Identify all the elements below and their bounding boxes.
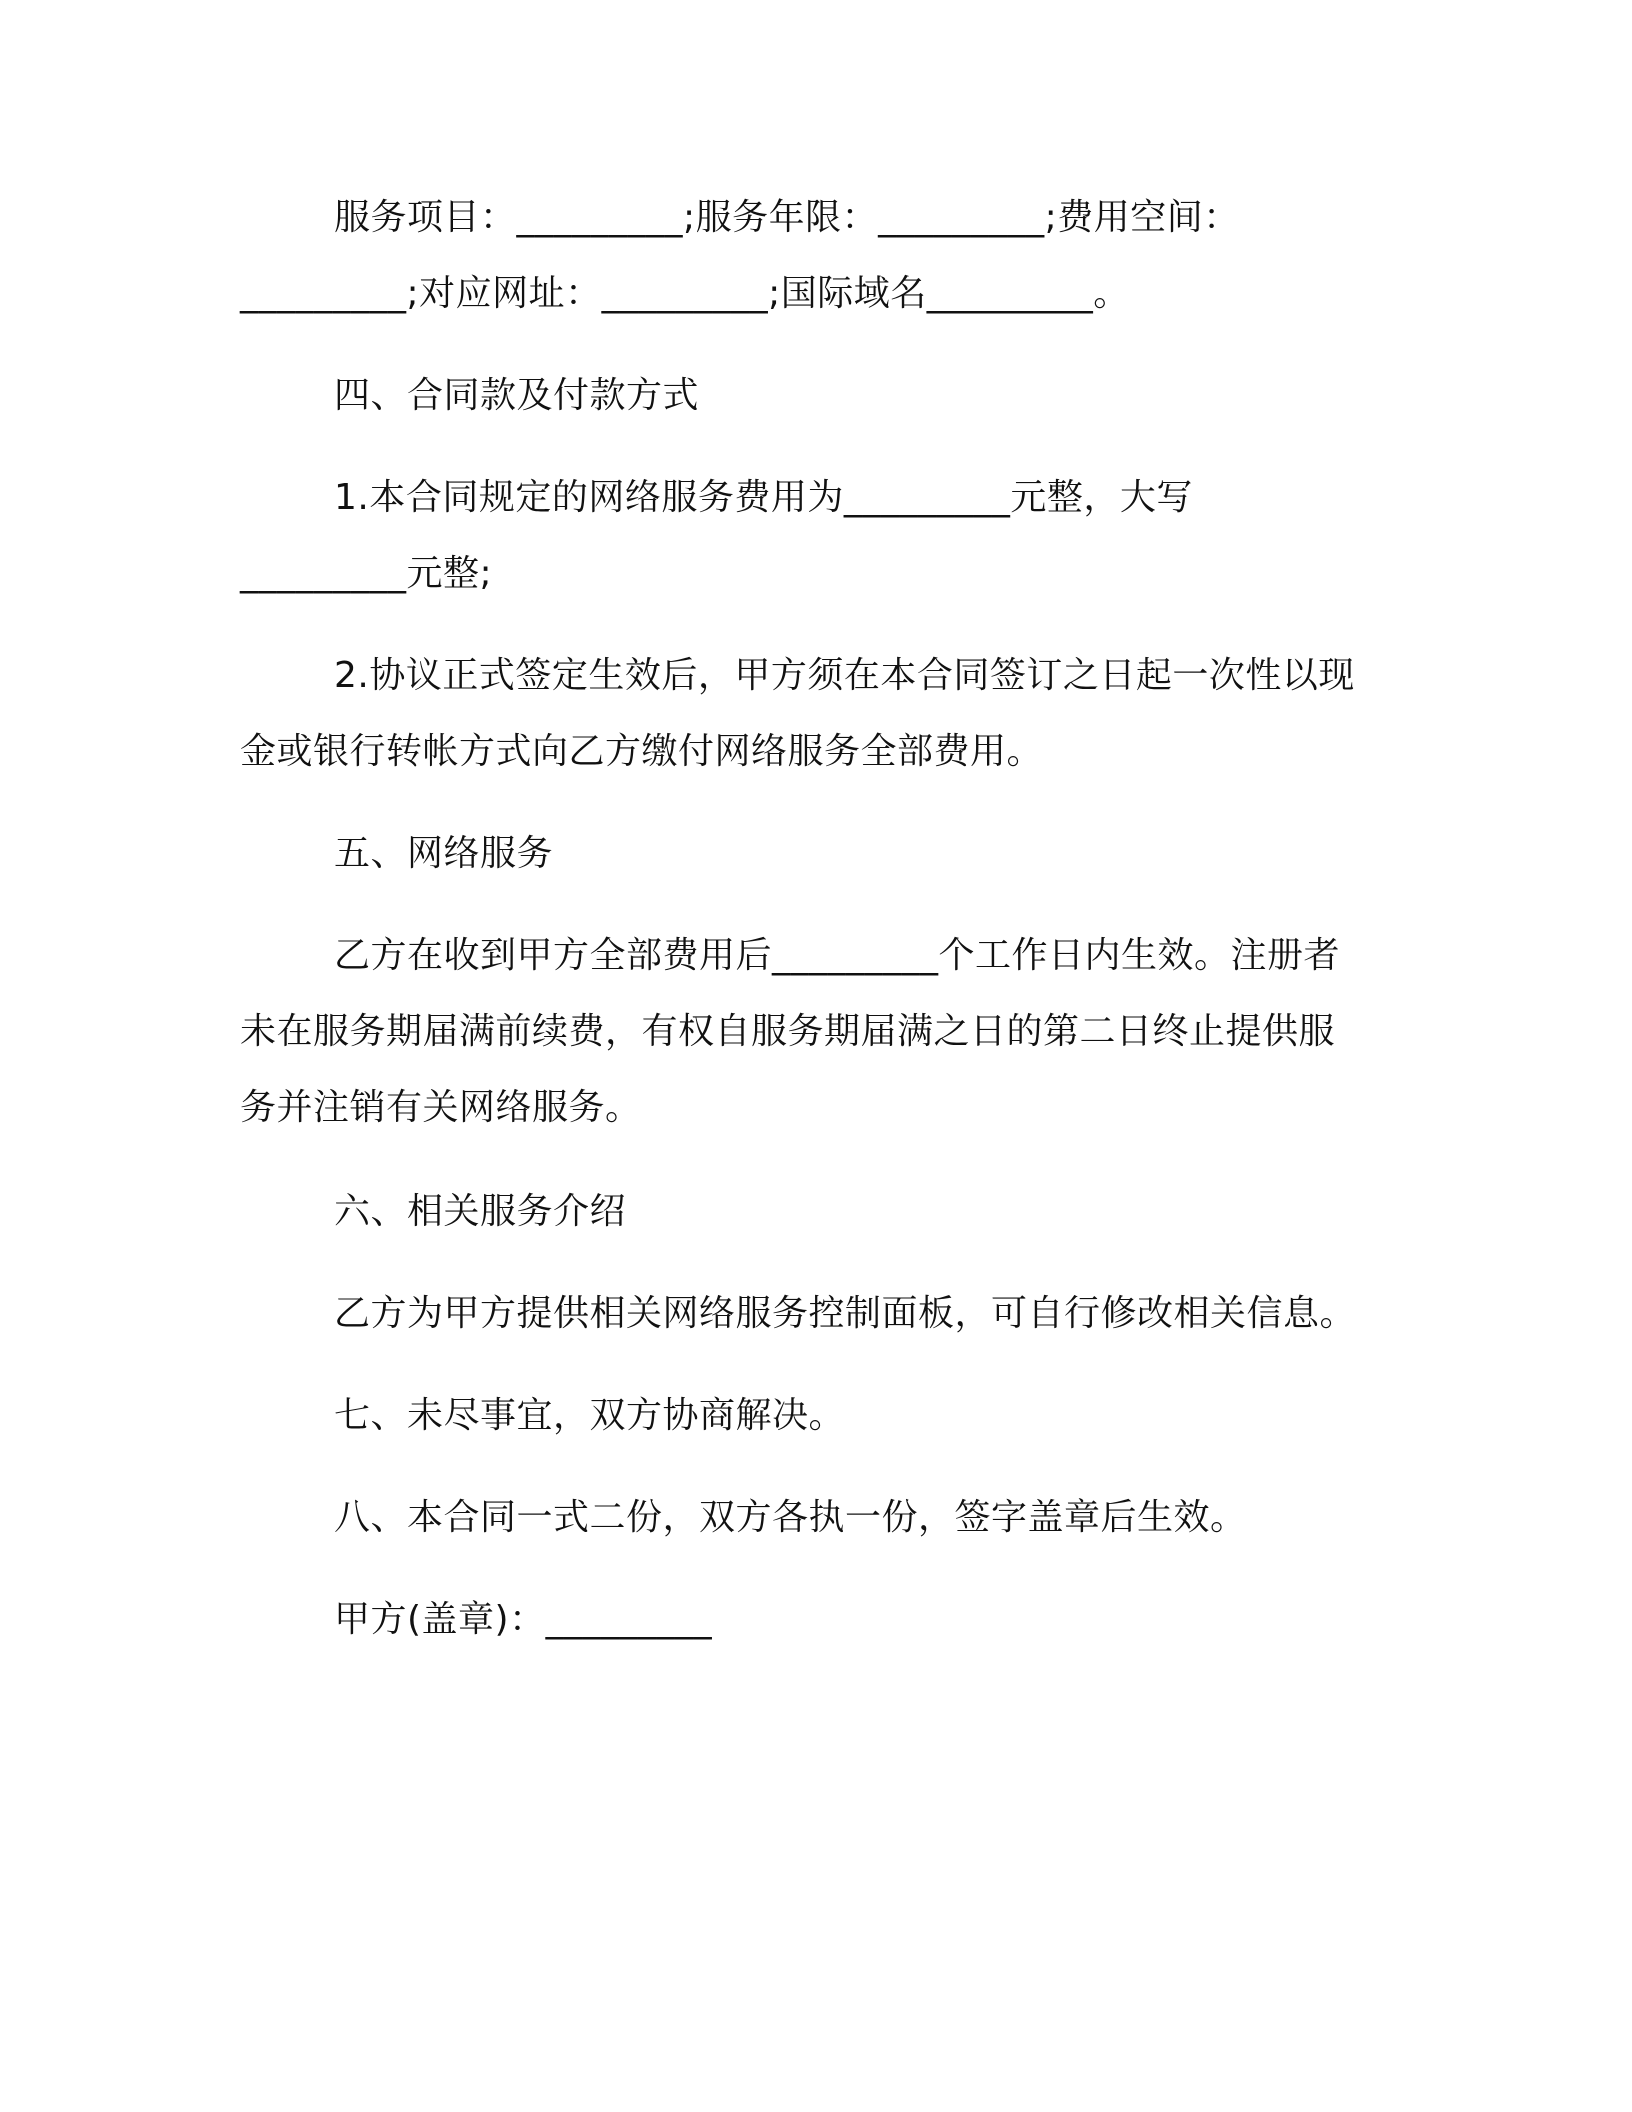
service-items-line-1: 服务项目：_________;服务年限：_________;费用空间： <box>334 197 1240 238</box>
section-8: 八、本合同一式二份，双方各执一份，签字盖章后生效。 <box>334 1497 1247 1538</box>
section-heading-6: 六、相关服务介绍 <box>334 1191 627 1232</box>
clause-4-1-line-2: _________元整; <box>240 553 493 594</box>
clause-5-line-2: 未在服务期届满前续费，有权自服务期届满之日的第二日终止提供服 <box>240 1011 1336 1052</box>
section-heading-5: 五、网络服务 <box>334 833 554 874</box>
clause-4-1-line-1: 1.本合同规定的网络服务费用为_________元整，大写 <box>334 477 1193 518</box>
clause-4-2-line-2: 金或银行转帐方式向乙方缴付网络服务全部费用。 <box>240 731 1044 772</box>
clause-6-line-1: 乙方为甲方提供相关网络服务控制面板，可自行修改相关信息。 <box>334 1293 1357 1334</box>
clause-5-line-1: 乙方在收到甲方全部费用后_________个工作日内生效。注册者 <box>334 935 1341 976</box>
section-7: 七、未尽事宜，双方协商解决。 <box>334 1395 846 1436</box>
clause-5-line-3: 务并注销有关网络服务。 <box>240 1087 642 1128</box>
section-heading-4: 四、合同款及付款方式 <box>334 375 700 416</box>
party-a-seal-line: 甲方(盖章)：_________ <box>334 1599 713 1640</box>
service-items-line-2: _________;对应网址：_________;国际域名_________。 <box>240 273 1130 314</box>
clause-4-2-line-1: 2.协议正式签定生效后，甲方须在本合同签订之日起一次性以现 <box>334 655 1355 696</box>
